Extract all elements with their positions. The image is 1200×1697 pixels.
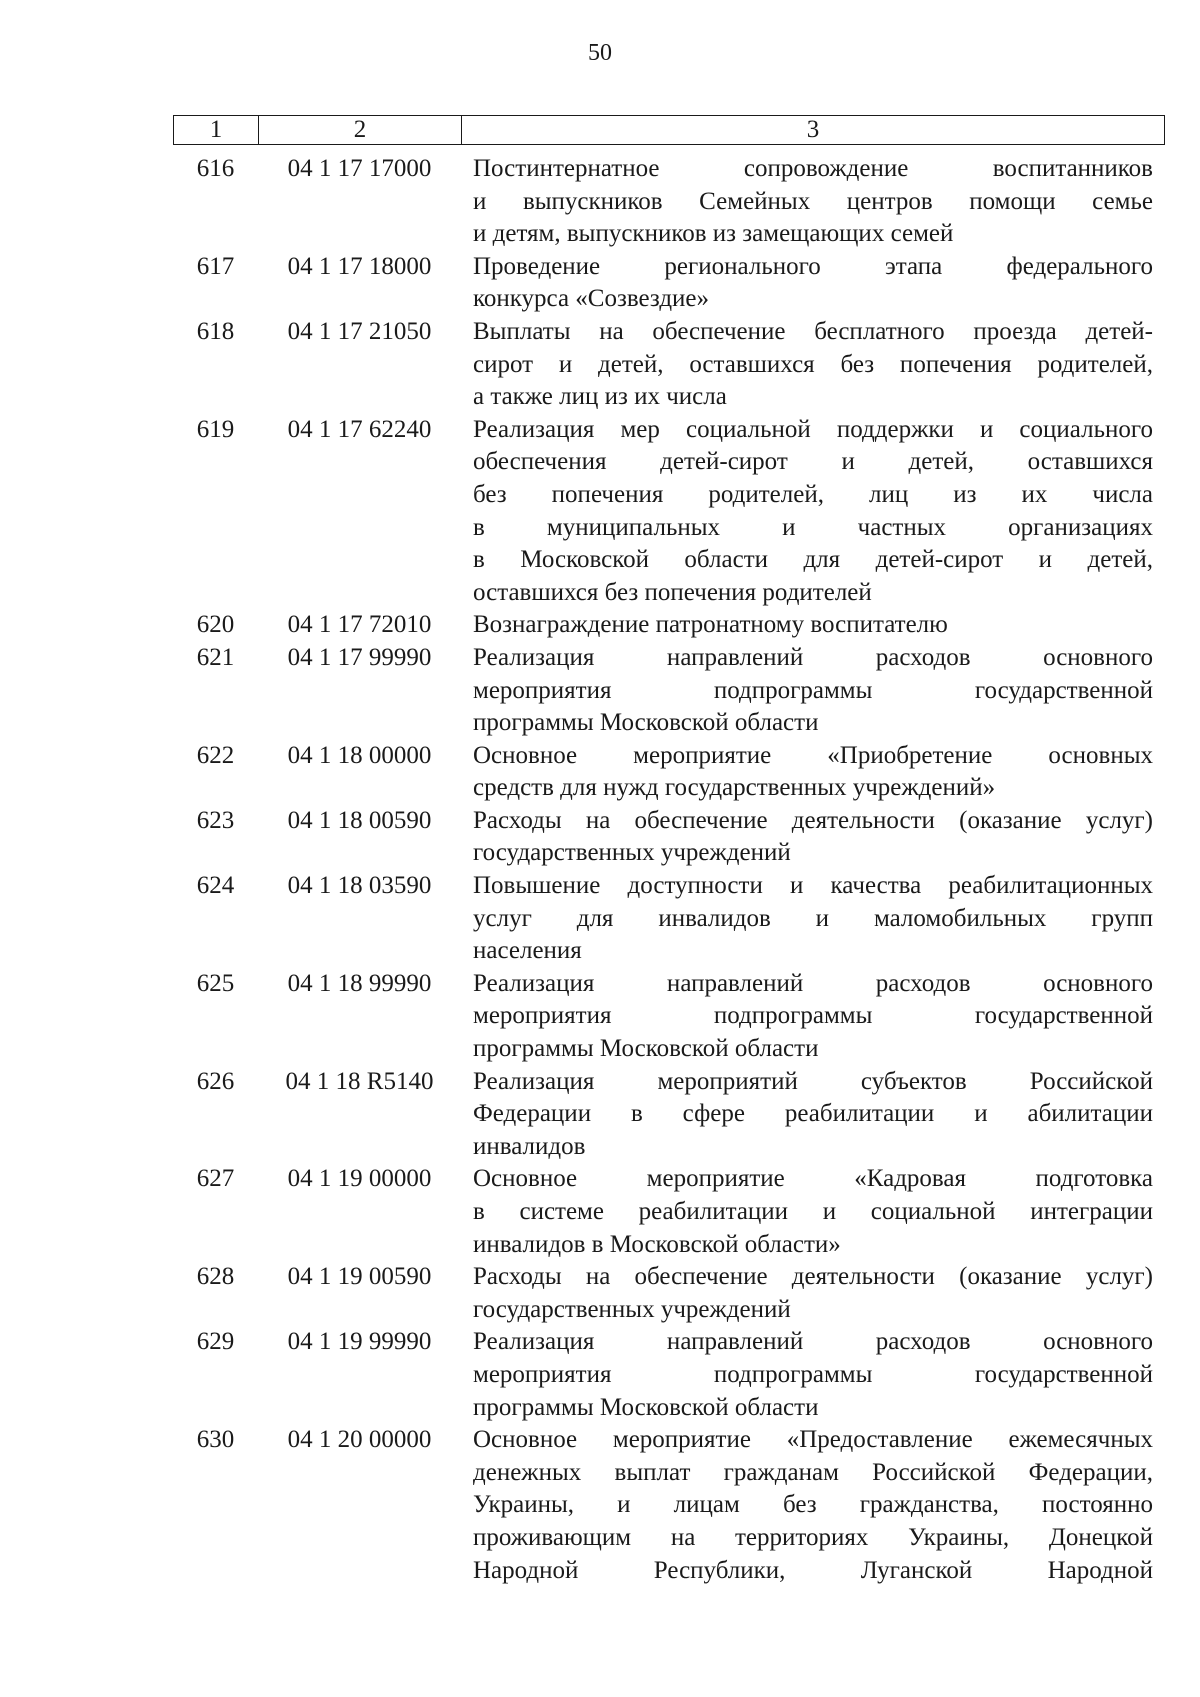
description-line: Основное мероприятие «Кадровая подготовка <box>473 1165 1153 1193</box>
row-description <box>473 1424 1153 1587</box>
row-description <box>473 609 1153 642</box>
row-code: 04 1 17 72010 <box>287 611 432 639</box>
description-line: и выпускников Семейных центров помощи семье <box>473 187 1153 215</box>
row-number: 621 <box>196 643 235 671</box>
description-line: Вознаграждение патронатному воспитателю <box>473 611 948 639</box>
description-line: в муниципальных и частных организациях <box>473 513 1153 541</box>
description-line: проживающим на территориях Украины, Донецкой <box>473 1523 1153 1551</box>
row-code: 04 1 18 03590 <box>287 872 432 900</box>
row-number: 620 <box>196 611 235 639</box>
table-row <box>0 1261 1200 1326</box>
description-line: Выплаты на обеспечение бесплатного проезда детей- <box>473 317 1153 345</box>
table-row <box>0 414 1200 610</box>
description-line: Федерации в сфере реабилитации и абилитации <box>473 1100 1153 1128</box>
row-number: 617 <box>196 252 235 280</box>
description-line: программы Московской области <box>473 709 819 737</box>
description-line: Реализация направлений расходов основного <box>473 969 1153 997</box>
description-line: денежных выплат гражданам Российской Федерации, <box>473 1458 1153 1486</box>
header-col-3: 3 <box>806 116 820 143</box>
description-line: инвалидов в Московской области» <box>473 1230 841 1258</box>
row-code: 04 1 17 18000 <box>287 252 432 280</box>
row-number: 619 <box>196 415 235 443</box>
row-code: 04 1 17 62240 <box>287 415 432 443</box>
row-number: 626 <box>196 1067 235 1095</box>
row-code: 04 1 19 00000 <box>287 1165 432 1193</box>
row-description <box>473 642 1153 740</box>
description-line: Расходы на обеспечение деятельности (оказание услуг) <box>473 806 1153 834</box>
row-code: 04 1 17 99990 <box>287 643 432 671</box>
table-row <box>0 805 1200 870</box>
header-col-2: 2 <box>259 116 462 144</box>
table-row <box>0 251 1200 316</box>
table-row <box>0 153 1200 251</box>
table-row <box>0 1326 1200 1424</box>
row-number: 627 <box>196 1165 235 1193</box>
description-line: Реализация направлений расходов основного <box>473 643 1153 671</box>
row-description <box>473 316 1153 414</box>
table-row <box>0 642 1200 740</box>
table-row <box>0 870 1200 968</box>
table-body <box>0 153 1200 1587</box>
row-number: 618 <box>196 317 235 345</box>
row-number: 630 <box>196 1426 235 1454</box>
row-number: 628 <box>196 1263 235 1291</box>
description-line: Проведение регионального этапа федерального <box>473 252 1153 280</box>
row-code: 04 1 19 99990 <box>287 1328 432 1356</box>
table-row <box>0 968 1200 1066</box>
row-description <box>473 740 1153 805</box>
row-description <box>473 968 1153 1066</box>
row-code: 04 1 19 00590 <box>287 1263 432 1291</box>
description-line: Повышение доступности и качества реабилитационных <box>473 872 1153 900</box>
row-number: 616 <box>196 155 235 182</box>
row-code: 04 1 20 00000 <box>287 1426 432 1454</box>
description-line: оставшихся без попечения родителей <box>473 578 872 606</box>
description-line: инвалидов <box>473 1132 586 1160</box>
header-col-1: 1 <box>174 116 259 144</box>
description-line: Украины, и лицам без гражданства, постоянно <box>473 1491 1153 1519</box>
description-line: и детям, выпускников из замещающих семей <box>473 220 954 248</box>
row-number: 623 <box>196 806 235 834</box>
row-description <box>473 1163 1153 1261</box>
row-description <box>473 805 1153 870</box>
row-code: 04 1 18 99990 <box>287 969 432 997</box>
description-line: программы Московской области <box>473 1393 819 1421</box>
row-description <box>473 1261 1153 1326</box>
row-description <box>473 870 1153 968</box>
description-line: Основное мероприятие «Приобретение основных <box>473 741 1153 769</box>
row-code: 04 1 18 00000 <box>287 741 432 769</box>
description-line: без попечения родителей, лиц из их числа <box>473 480 1153 508</box>
description-line: населения <box>473 937 582 965</box>
description-line: сирот и детей, оставшихся без попечения родителей, <box>473 350 1153 378</box>
row-number: 622 <box>196 741 235 769</box>
row-description <box>473 153 1153 251</box>
row-code: 04 1 17 21050 <box>287 317 432 345</box>
description-line: Народной Республики, Луганской Народной <box>473 1556 1153 1584</box>
description-line: а также лиц из их числа <box>473 383 727 411</box>
row-number: 629 <box>196 1328 235 1356</box>
description-line: мероприятия подпрограммы государственной <box>473 676 1153 704</box>
description-line: Реализация направлений расходов основного <box>473 1328 1153 1356</box>
description-line: мероприятия подпрограммы государственной <box>473 1360 1153 1388</box>
description-line: средств для нужд государственных учреждений» <box>473 774 996 802</box>
table-row <box>0 1424 1200 1587</box>
table-header <box>173 115 1165 145</box>
description-line: Реализация мер социальной поддержки и социального <box>473 415 1153 443</box>
description-line: Постинтернатное сопровождение воспитанников <box>473 155 1153 182</box>
description-line: государственных учреждений <box>473 839 791 867</box>
row-code: 04 1 18 R5140 <box>285 1067 434 1095</box>
description-line: конкурса «Созвездие» <box>473 285 710 313</box>
page-number: 50 <box>588 40 612 66</box>
description-line: в системе реабилитации и социальной интеграции <box>473 1198 1153 1225</box>
table-row <box>0 316 1200 414</box>
description-line: Основное мероприятие «Предоставление ежемесячных <box>473 1426 1153 1454</box>
row-code: 04 1 17 17000 <box>287 155 432 182</box>
row-description <box>473 1326 1153 1424</box>
row-number: 624 <box>196 872 235 900</box>
table-row <box>0 609 1200 642</box>
description-line: услуг для инвалидов и маломобильных групп <box>473 904 1153 932</box>
description-line: Реализация мероприятий субъектов Российской <box>473 1067 1153 1095</box>
description-line: обеспечения детей-сирот и детей, оставшихся <box>473 448 1153 476</box>
row-code: 04 1 18 00590 <box>287 806 432 834</box>
row-description <box>473 1066 1153 1164</box>
description-line: мероприятия подпрограммы государственной <box>473 1002 1153 1030</box>
description-line: в Московской области для детей-сирот и детей, <box>473 546 1153 574</box>
row-description <box>473 251 1153 316</box>
table-row <box>0 740 1200 805</box>
row-number: 625 <box>196 969 235 997</box>
description-line: программы Московской области <box>473 1035 819 1063</box>
description-line: государственных учреждений <box>473 1295 791 1323</box>
row-description <box>473 414 1153 610</box>
table-row <box>0 1066 1200 1164</box>
table-row <box>0 1163 1200 1261</box>
description-line: Расходы на обеспечение деятельности (оказание услуг) <box>473 1263 1153 1291</box>
